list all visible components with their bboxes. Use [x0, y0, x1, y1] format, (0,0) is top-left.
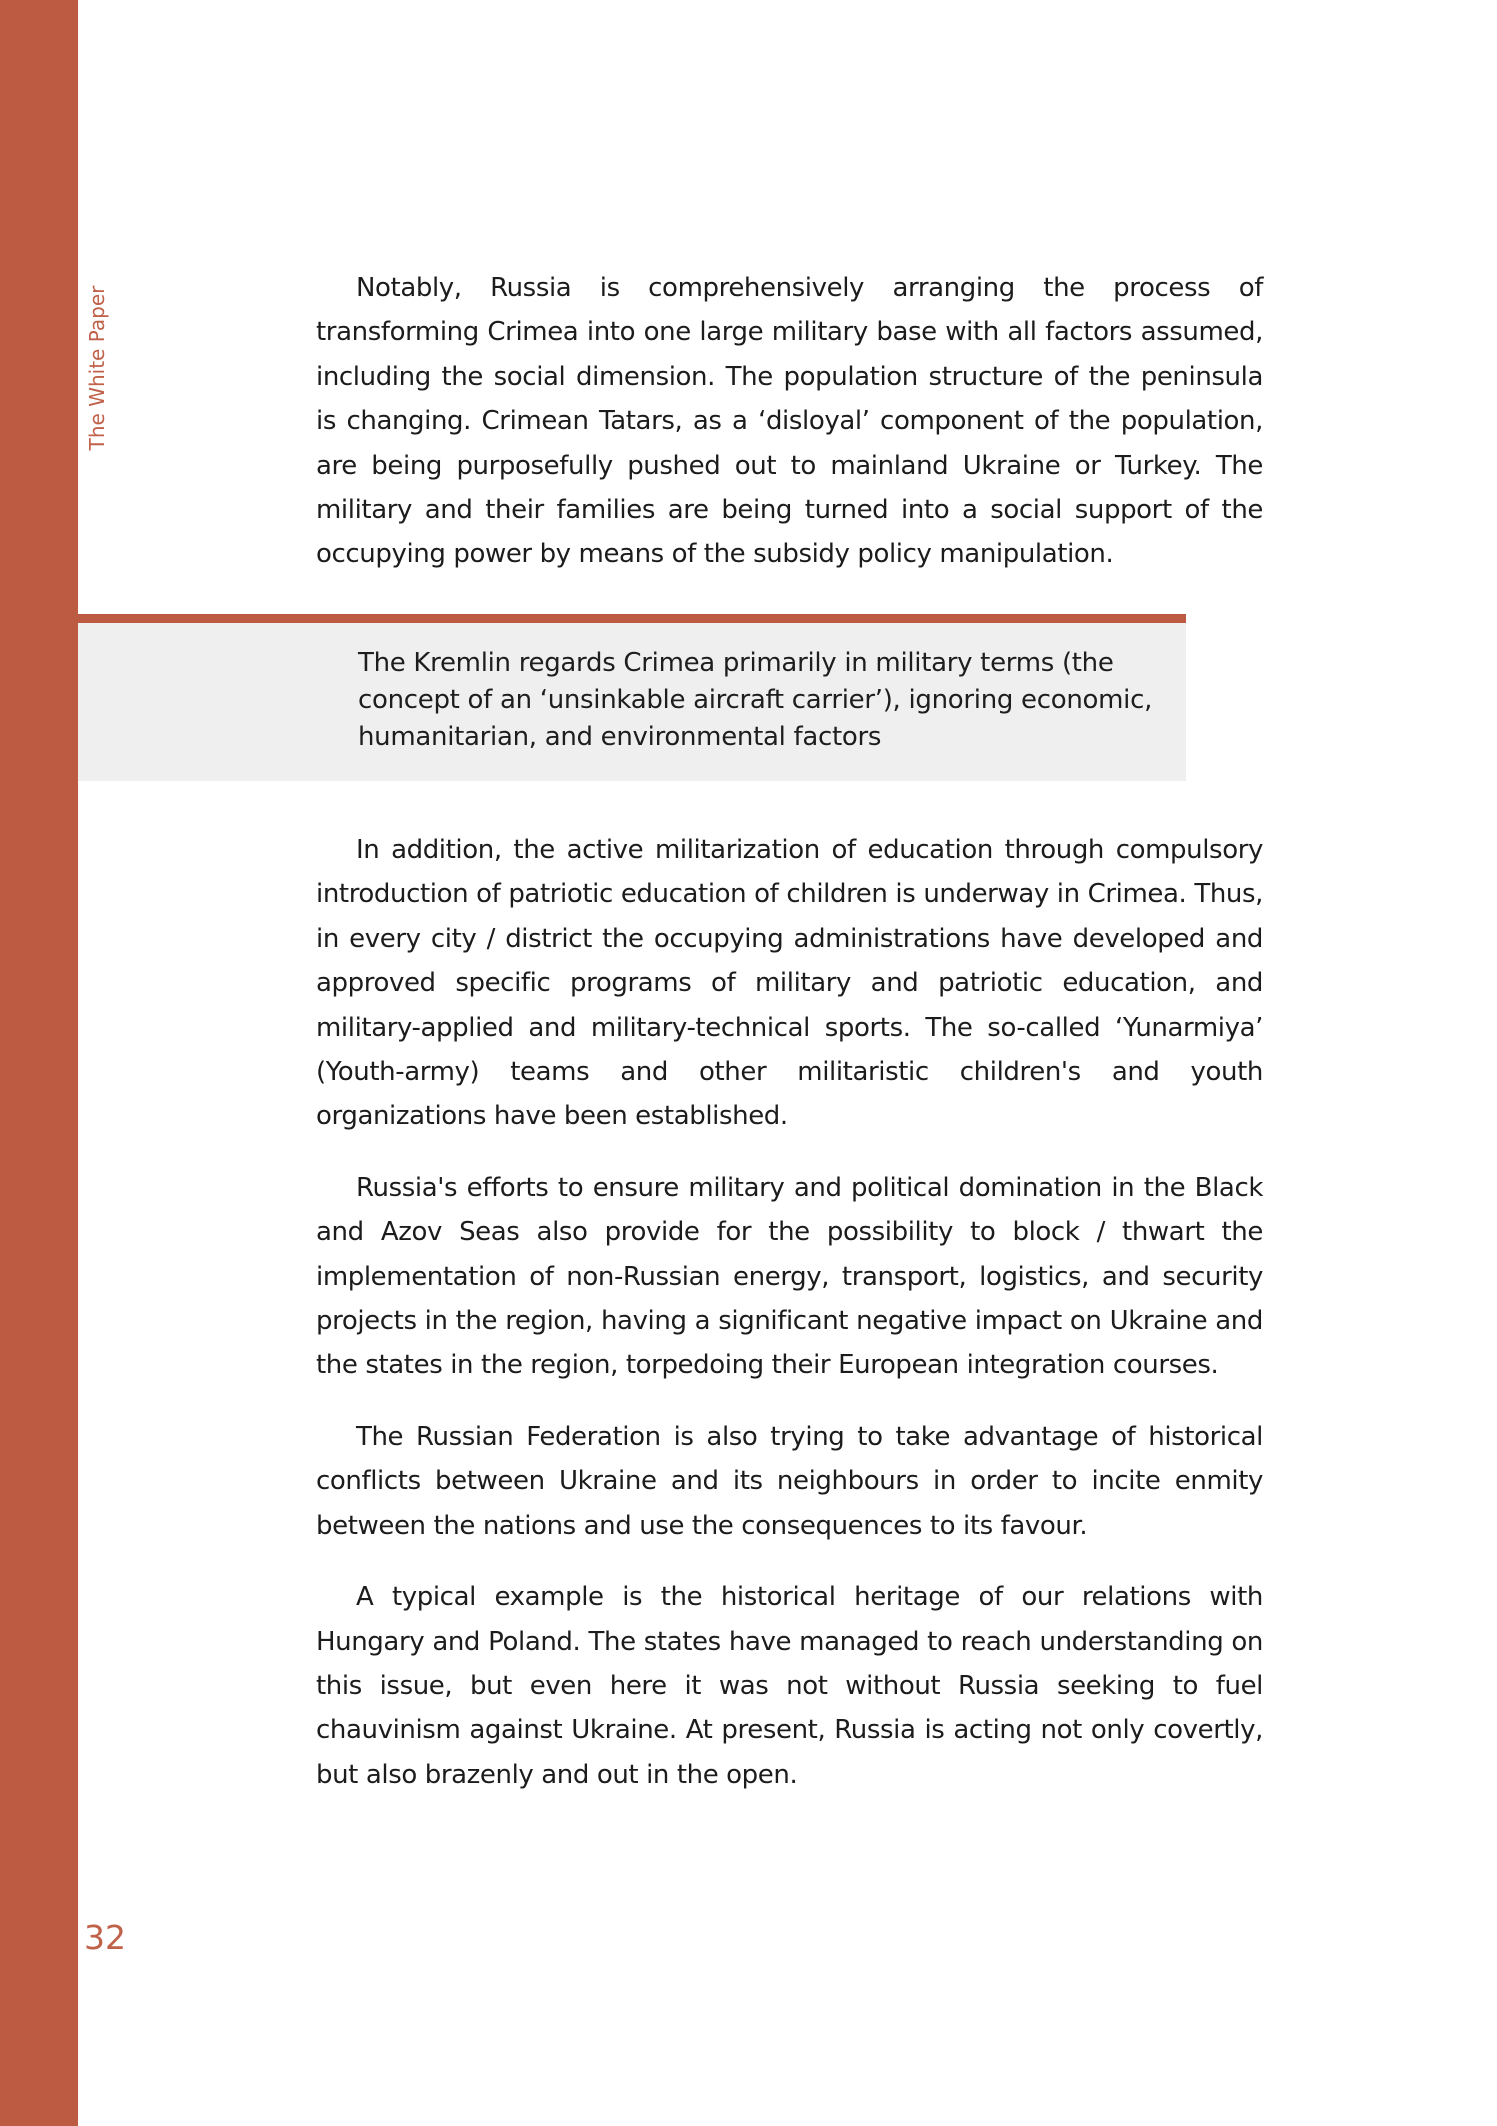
paragraph: The Russian Federation is also trying to take advantage of historical conflicts between Ukraine and its neighbours in order to incite enmity between the nations and use the consequences to its favour. — [316, 1421, 1263, 1541]
paragraph: In addition, the active militarization of education through compulsory introduction of patriotic education of children is underway in Crimea. Thus, in every city / district the occupying administrations have developed and approved specific programs of military and patriotic education, and military-applied and military-technical sports. The so-called ‘Yunarmiya’ (Youth-army) teams and other militaristic children's and youth organizations have been established. — [316, 835, 1263, 1132]
body-text-top — [316, 266, 1263, 577]
paragraph: Notably, Russia is comprehensively arranging the process of transforming Crimea into one large military base with all factors assumed, including the social dimension. The population structure of the peninsula is changing. Crimean Tatars, as a ‘disloyal’ component of the population, are being purposefully pushed out to mainland Ukraine or Turkey. The military and their families are being turned into a social support of the occupying power by means of the subsidy policy manipulation. — [316, 273, 1263, 570]
pull-quote-text: The Kremlin regards Crimea primarily in military terms (the concept of an ‘unsinkable aircraft carrier’), ignoring economic, humanitarian, and environmental factors — [358, 648, 1153, 752]
pull-quote-callout — [78, 614, 1186, 781]
side-accent-bar — [0, 0, 78, 2126]
paragraph: A typical example is the historical heritage of our relations with Hungary and Poland. The states have managed to reach understanding on this issue, but even here it was not without Russia seeking to fuel chauvinism against Ukraine. At present, Russia is acting not only covertly, but also brazenly and out in the open. — [316, 1582, 1263, 1790]
paragraph: Russia's efforts to ensure military and political domination in the Black and Azov Seas also provide for the possibility to block / thwart the implementation of non-Russian energy, transport, logistics, and security projects in the region, having a significant negative impact on Ukraine and the states in the region, torpedoing their European integration courses. — [316, 1172, 1263, 1381]
body-text-bottom — [316, 828, 1263, 1797]
running-title: The White Paper — [85, 285, 109, 451]
page-number: 32 — [84, 1918, 126, 1957]
